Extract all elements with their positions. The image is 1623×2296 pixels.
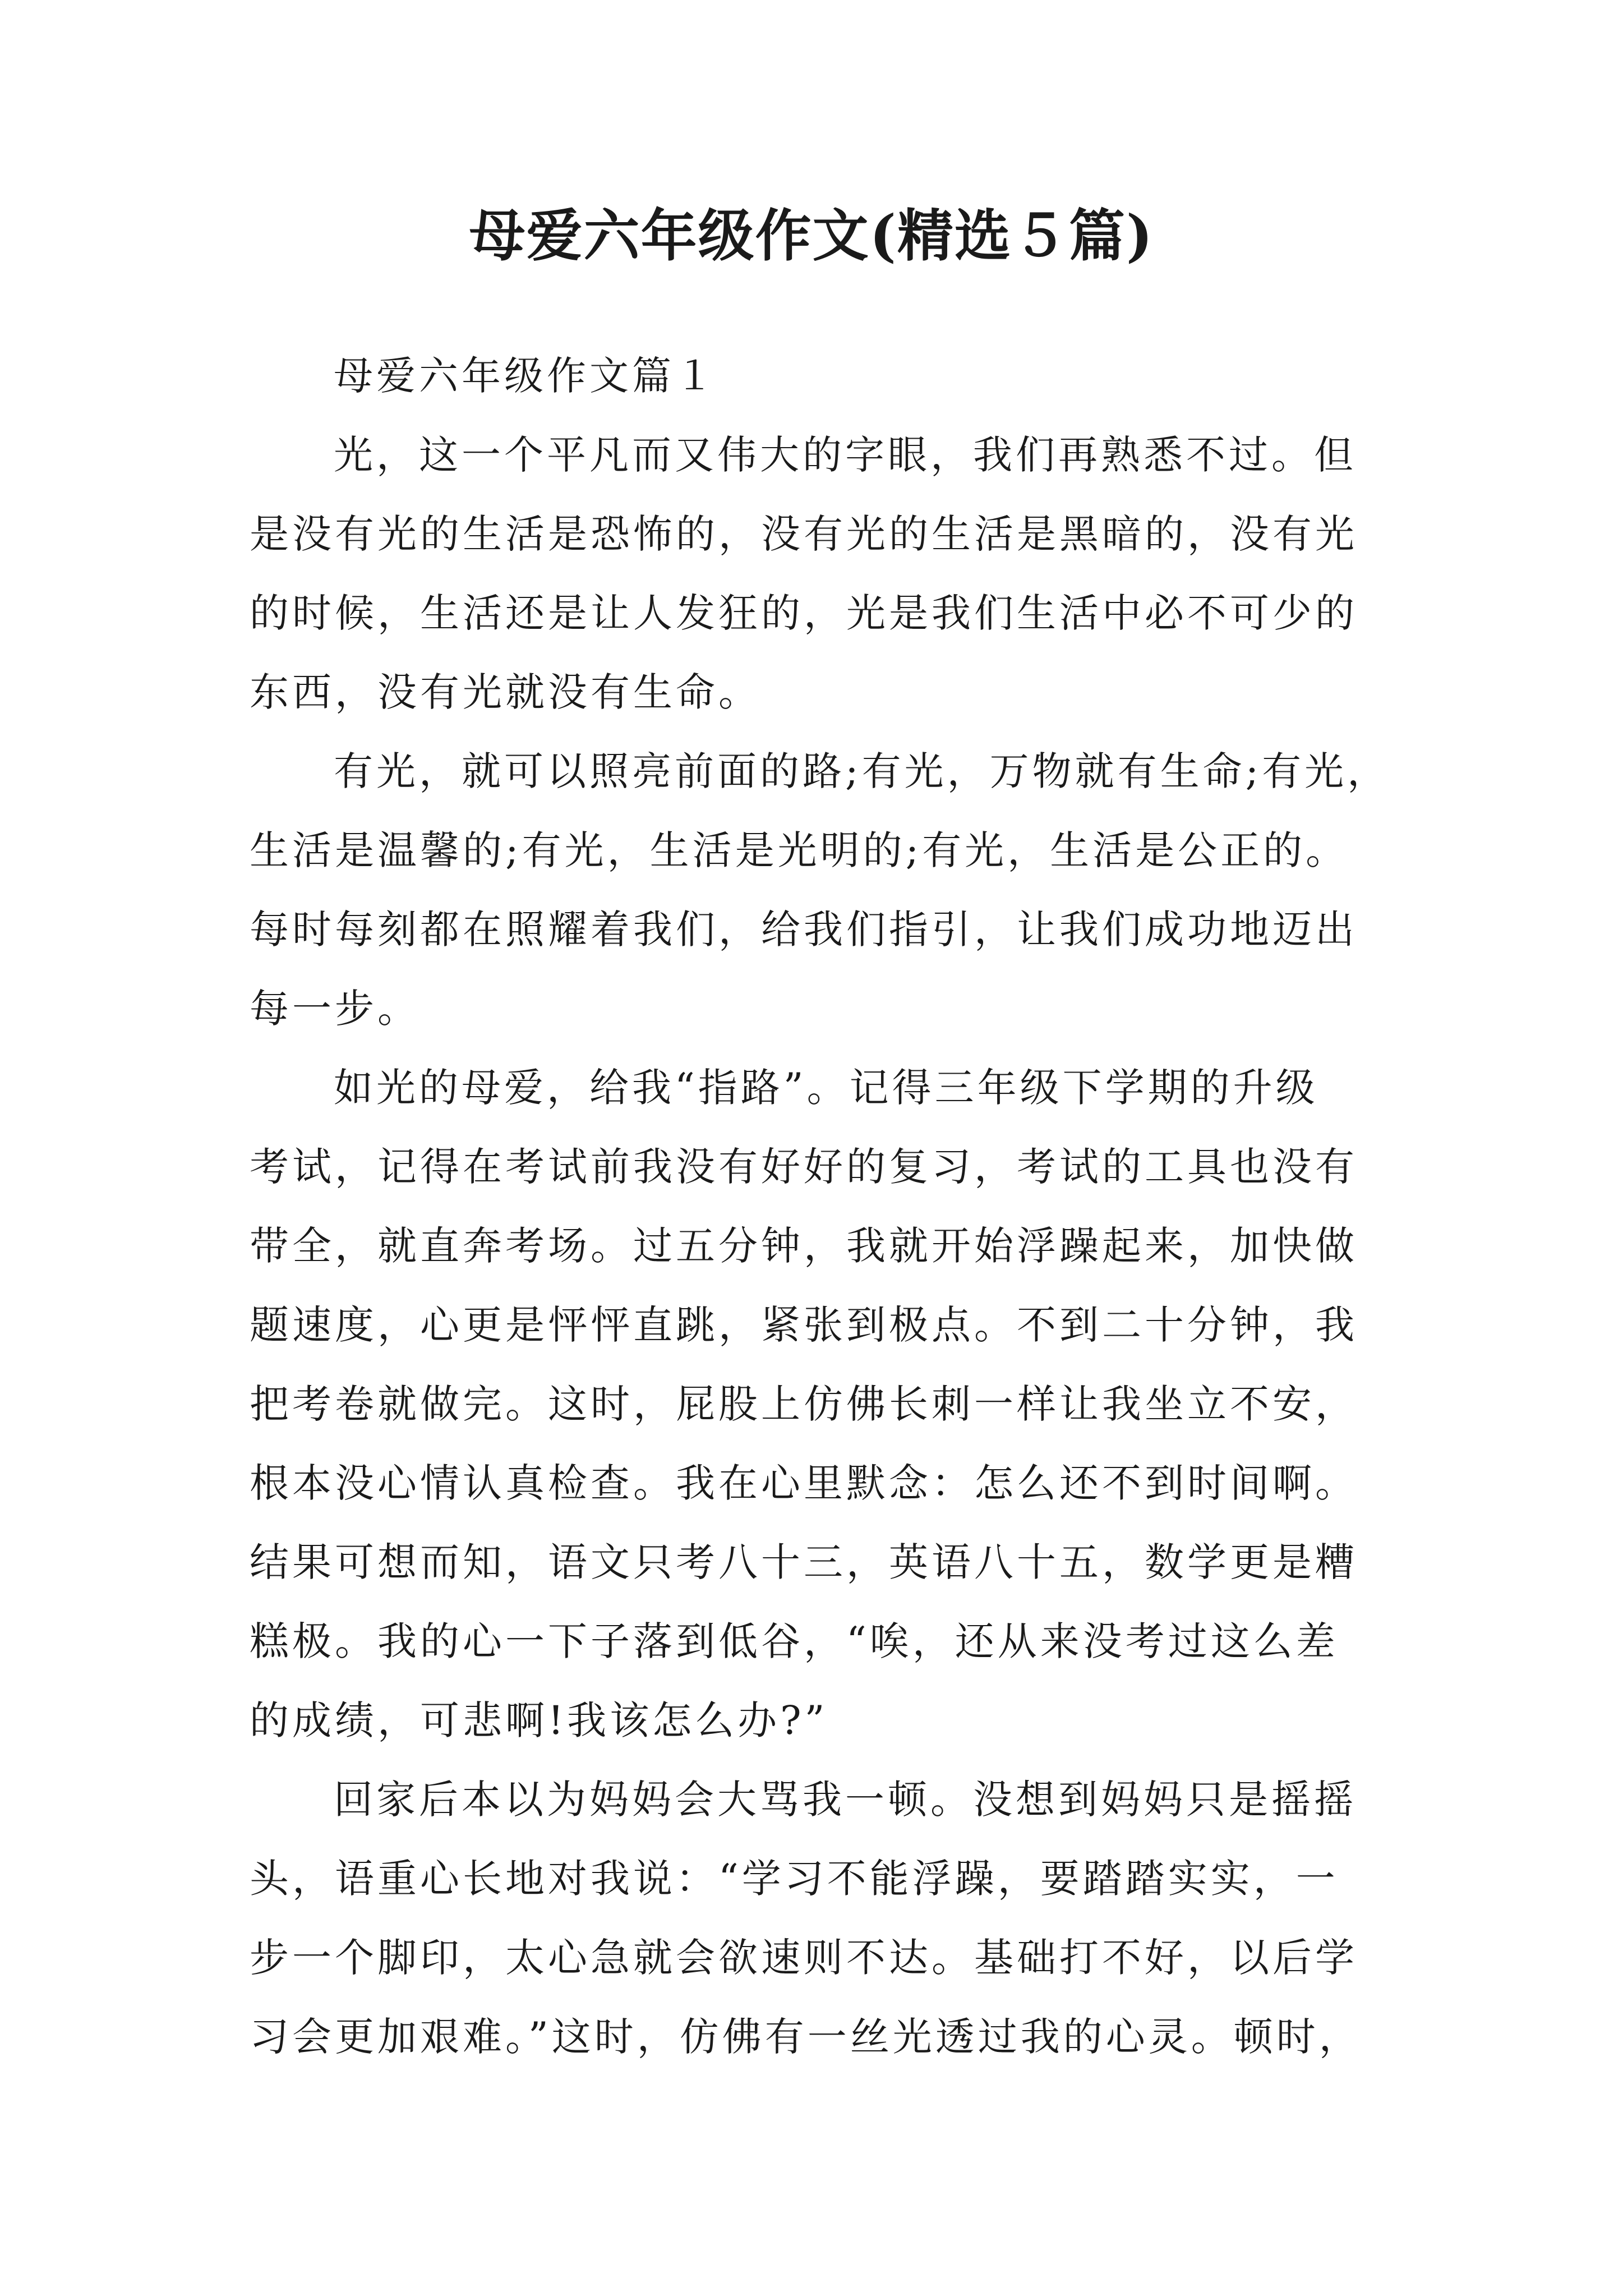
paragraph-line: 光，这一个平凡而又伟大的字眼，我们再熟悉不过。但 xyxy=(334,432,1357,478)
paragraph-line: 每一步。 xyxy=(250,986,420,1032)
document-body xyxy=(250,337,1399,2077)
paragraph-line: 题速度，心更是怦怦直跳，紧张到极点。不到二十分钟，我 xyxy=(250,1302,1358,1348)
paragraph-line: 考试，记得在考试前我没有好好的复习，考试的工具也没有 xyxy=(250,1144,1358,1190)
paragraph-line: 习会更加艰难。”这时，仿佛有一丝光透过我的心灵。顿时， xyxy=(250,2014,1362,2060)
paragraph-line: 东西，没有光就没有生命。 xyxy=(250,669,761,715)
paragraph-line: 根本没心情认真检查。我在心里默念：怎么还不到时间啊。 xyxy=(250,1460,1358,1506)
paragraph-line: 的成绩，可悲啊!我该怎么办?” xyxy=(250,1697,828,1743)
paragraph-line: 是没有光的生活是恐怖的，没有光的生活是黑暗的，没有光 xyxy=(250,511,1358,557)
paragraph-line: 回家后本以为妈妈会大骂我一顿。没想到妈妈只是摇摇 xyxy=(334,1777,1357,1823)
paragraph-line: 有光，就可以照亮前面的路;有光，万物就有生命;有光， xyxy=(334,748,1390,794)
paragraph-line: 把考卷就做完。这时，屁股上仿佛长刺一样让我坐立不安， xyxy=(250,1381,1358,1427)
paragraph-line: 带全，就直奔考场。过五分钟，我就开始浮躁起来，加快做 xyxy=(250,1223,1358,1269)
paragraph-line: 生活是温馨的;有光，生活是光明的;有光，生活是公正的。 xyxy=(250,827,1349,873)
paragraph-line: 头，语重心长地对我说：“学习不能浮躁，要踏踏实实，一 xyxy=(250,1856,1339,1902)
paragraph-line: 每时每刻都在照耀着我们，给我们指引，让我们成功地迈出 xyxy=(250,907,1358,953)
section-heading: 母爱六年级作文篇１ xyxy=(334,353,717,399)
paragraph-line: 步一个脚印，太心急就会欲速则不达。基础打不好，以后学 xyxy=(250,1935,1358,1981)
paragraph-line: 的时候，生活还是让人发狂的，光是我们生活中必不可少的 xyxy=(250,590,1358,636)
paragraph-line: 如光的母爱，给我“指路”。记得三年级下学期的升级 xyxy=(334,1065,1318,1111)
paragraph-line: 结果可想而知，语文只考八十三，英语八十五，数学更是糟 xyxy=(250,1539,1358,1585)
paragraph-line: 糕极。我的心一下子落到低谷，“唉，还从来没考过这么差 xyxy=(250,1618,1339,1664)
document-title: 母爱六年级作文(精选５篇) xyxy=(469,203,1154,269)
